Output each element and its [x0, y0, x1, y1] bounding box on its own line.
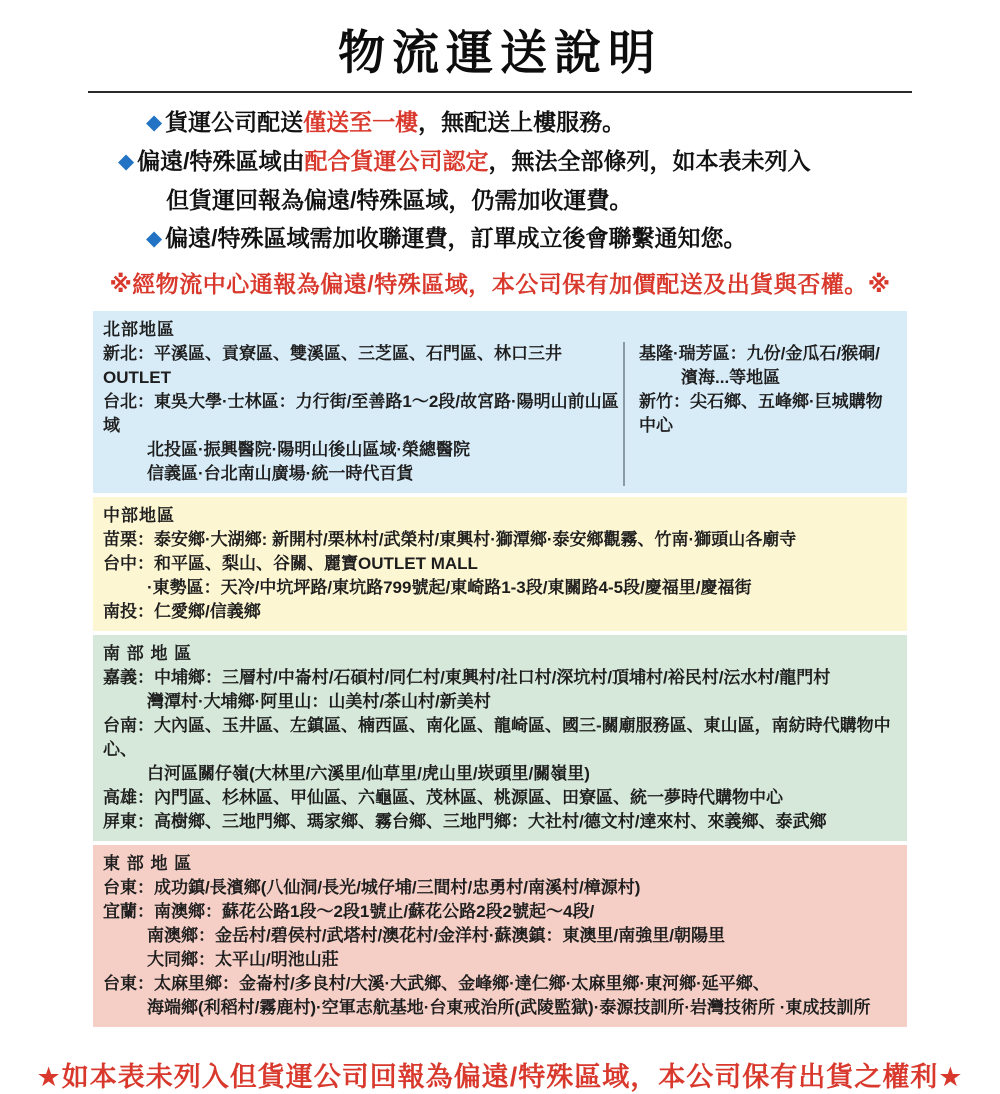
- footer-notice: ★如本表未列入但貨運公司回報為偏遠/特殊區域，本公司保有出貨之權利★: [36, 1062, 964, 1092]
- region-line: 苗栗：泰安鄉·大湖鄉: 新開村/栗林村/武榮村/東興村·獅潭鄉·泰安鄉觀霧、竹南·獅頭山各廟寺: [103, 530, 797, 549]
- region-block-middle: [93, 497, 907, 631]
- bullet-text: 貨運公司配送: [165, 109, 304, 135]
- region-line: 灣潭村·大埔鄉·阿里山：山美村/茶山村/新美村: [147, 692, 491, 711]
- diamond-icon: ◆: [146, 227, 163, 250]
- region-line: 宜蘭：南澳鄉：蘇花公路1段～2段1號止/蘇花公路2段2號起～4段/: [103, 902, 595, 921]
- region-block-south: [93, 635, 907, 841]
- region-line: 新北：平溪區、貢寮區、雙溪區、三芝區、石門區、林口三井OUTLET: [103, 344, 562, 387]
- bullet-item-1: [146, 107, 1000, 138]
- region-line: 濱海...等地區: [681, 368, 781, 387]
- region-line: 屏東：高樹鄉、三地門鄉、瑪家鄉、霧台鄉、三地門鄉：大社村/德文村/達來村、來義鄉、泰武鄉: [103, 812, 827, 831]
- region-header-north: 北部地區: [103, 320, 175, 339]
- region-line: 基隆·瑞芳區：九份/金瓜石/猴硐/: [639, 344, 880, 363]
- region-block-east: [93, 845, 907, 1027]
- bullet-text: 偏遠/特殊區域由: [137, 148, 305, 174]
- region-line: 台中：和平區、梨山、谷關、麗寶OUTLET MALL: [103, 554, 478, 573]
- bullet-item-2: [118, 146, 1000, 177]
- bullet-text: ，無配送上樓服務。: [418, 109, 626, 135]
- bullet-item-2-continuation: [166, 185, 1000, 215]
- region-line: 大同鄉：太平山/明池山莊: [147, 950, 339, 969]
- region-line: 新竹：尖石鄉、五峰鄉·巨城購物中心: [639, 392, 883, 435]
- title-divider: [88, 91, 912, 93]
- region-line: 信義區·台北南山廣場·統一時代百貨: [147, 464, 414, 483]
- region-header-east: 東 部 地 區: [103, 854, 193, 873]
- bullet-text: 偏遠/特殊區域需加收聯運費，訂單成立後會聯繫通知您。: [165, 225, 747, 251]
- bullet-item-3: [146, 223, 1000, 254]
- region-line: 嘉義：中埔鄉：三層村/中崙村/石碩村/同仁村/東興村/社口村/深坑村/頂埔村/裕民村/沄水村/龍門村: [103, 668, 831, 687]
- region-line: 海端鄉(利稻村/霧鹿村)·空軍志航基地·台東戒治所(武陵監獄)·泰源技訓所·岩灣技術所 ·東成技訓所: [147, 998, 871, 1017]
- region-line: 台東：成功鎮/長濱鄉(八仙洞/長光/城仔埔/三間村/忠勇村/南溪村/樟源村): [103, 878, 641, 897]
- bullet-text: ，無法全部條列，如本表未列入: [488, 148, 811, 174]
- region-line: 台南：大內區、玉井區、左鎮區、楠西區、南化區、龍崎區、國三-關廟服務區、東山區，南紡時代購物中心、: [103, 716, 891, 759]
- region-line: 台東：太麻里鄉：金崙村/多良村/大溪·大武鄉、金峰鄉·達仁鄉·太麻里鄉·東河鄉·延平鄉、: [103, 974, 770, 993]
- region-line: 台北：東吳大學·士林區：力行街/至善路1～2段/故宮路·陽明山前山區域: [103, 392, 619, 435]
- region-line: 南投：仁愛鄉/信義鄉: [103, 602, 261, 621]
- north-left-column: [103, 342, 623, 486]
- region-header-middle: 中部地區: [103, 506, 175, 525]
- bullet-text-highlight: 僅送至一樓: [303, 109, 419, 135]
- region-header-south: 南 部 地 區: [103, 644, 193, 663]
- north-right-column: [623, 342, 897, 486]
- region-line: 白河區關仔嶺(大林里/六溪里/仙草里/虎山里/崁頭里/關嶺里): [147, 764, 590, 783]
- region-line: 高雄：內門區、杉林區、甲仙區、六龜區、茂林區、桃源區、田寮區、統一夢時代購物中心: [103, 788, 783, 807]
- red-notice: ※經物流中心通報為偏遠/特殊區域，本公司保有加價配送及出貨與否權。※: [109, 271, 891, 297]
- diamond-icon: ◆: [118, 150, 135, 173]
- bullet-text: 但貨運回報為偏遠/特殊區域，仍需加收運費。: [166, 187, 633, 213]
- region-line: ·東勢區：天冷/中坑坪路/東坑路799號起/東崎路1-3段/東關路4-5段/慶福里/慶福街: [147, 578, 752, 597]
- region-line: 北投區·振興醫院·陽明山後山區域·榮總醫院: [147, 440, 470, 459]
- region-table: [93, 311, 907, 1027]
- region-block-north: [93, 311, 907, 493]
- bullet-list: [118, 107, 1000, 254]
- bullet-text-highlight: 配合貨運公司認定: [304, 148, 489, 174]
- page-title: 物流運送說明: [338, 26, 662, 79]
- diamond-icon: ◆: [146, 111, 163, 134]
- region-line: 南澳鄉：金岳村/碧侯村/武塔村/澳花村/金洋村·蘇澳鎮：東澳里/南強里/朝陽里: [147, 926, 725, 945]
- north-columns: [103, 342, 897, 486]
